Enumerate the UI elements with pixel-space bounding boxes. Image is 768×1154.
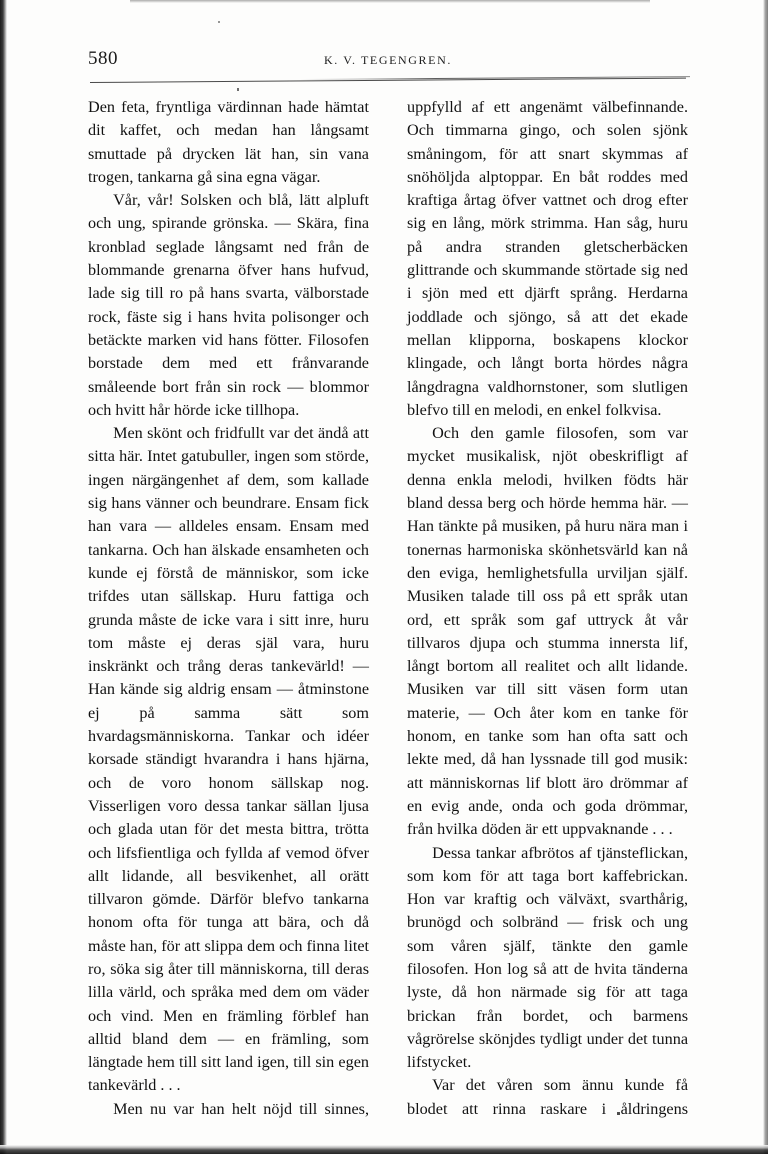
left-column	[88, 96, 369, 1121]
scan-edge-left	[0, 0, 7, 1154]
paragraph: Men skönt och fridfullt var det ändå att sitta här. Intet gatubuller, ingen som störde, ingen närgängenhet af dem, som kallade sig hans vänner och beundrare. Ensam fick han vara — alldeles ensam. Ensam med tankarna. Och han älskade ensamheten och kunde ej förstå de människor, som icke trifdes utan sällskap. Huru fattiga och grunda måste de icke vara i sitt inre, huru tom måste ej deras själ vara, huru inskränkt och trång deras tankevärld! — Han kände sig aldrig ensam — åtminstone ej på samma sätt som hvardagsmänniskorna. Tankar och idéer korsade ständigt hvarandra i hans hjärna, och de voro honom sällskap nog. Visserligen voro dessa tankar sällan ljusa och glada utan för det mesta bittra, trötta och lifsfientliga och fyllda af vemod öfver allt lidande, all besvikenhet, all orätt tillvaron gömde. Därför blefvo tankarna honom ofta för tunga att bära, och då måste han, för att slippa dem och finna litet ro, söka sig åter till människorna, till deras lilla värld, och språka med dem om väder och vind. Men en främling förblef han alltid bland dem — en främling, som längtade hem till sitt land igen, till sin egen tankevärld . . .	[88, 424, 369, 1095]
scan-edge-top	[130, 0, 650, 3]
running-head	[88, 48, 688, 74]
page-number: 580	[88, 48, 118, 69]
paragraph: Den feta, fryntliga värdinnan hade hämtat dit kaffet, och medan han långsamt smuttade på drycken lät han, sin vana trogen, tankarna gå sina egna vägar.	[88, 98, 369, 186]
running-head-title: K. V. TEGENGREN.	[324, 53, 452, 67]
paragraph: Vår, vår! Solsken och blå, lätt alpluft och ung, spirande grönska. — Skära, fina kronblad seglade långsamt ned från de blommande grenarna öfver hans hufvud, lade sig till ro på hans svarta, välborstade rock, fäste sig i hans hvita polisonger och betäckte marken vid hans fötter. Filosofen borstade dem med ett frånvarande småleende bort från sin rock — blommor och hvitt hår hörde icke tillhopa.	[88, 191, 369, 419]
body-columns	[88, 96, 688, 1121]
paragraph: Var det våren som ännu kunde få blodet att rinna raskare i åldringens	[407, 1076, 688, 1118]
paragraph: uppfylld af ett angenämt välbefinnande. Och timmarna gingo, och solen sjönk småningom, för att snart skymmas af snöhöljda alptoppar. En båt roddes med kraftiga årtag öfver vattnet och drog efter sig en lång, mörk strimma. Han såg, huru på andra stranden gletscherbäcken glittrande och skummande störtade sig ned i sjön med ett djärft språng. Herdarna joddlade och sjöngo, så att det ekade mellan klipporna, boskapens klockor klingade, och långt borta hördes några långdragna valdhornstoner, som slutligen blefvo till en melodi, en enkel folkvisa.	[407, 98, 688, 419]
scan-edge-bottom	[0, 1145, 768, 1154]
paragraph: Och den gamle filosofen, som var mycket musikalisk, njöt obeskrifligt af denna enkla melodi, hvilken födts här bland dessa berg och hörde hemma här. — Han tänkte på musiken, på huru nära man i tonernas harmoniska skönhetsvärld kan nå den eviga, hemlighetsfulla urviljan själf. Musiken talade till oss på ett språk utan ord, ett språk som gaf uttryck åt vår tillvaros djupa och stumma innersta lif, långt bortom all realitet och allt lidande. Musiken var till sitt väsen form utan materie, — Och åter kom en tanke för honom, en tanke som han ofta satt och lekte med, då han lyssnade till god musik: att människornas lif blott äro drömmar af en evig ande, onda och goda drömmar, från hvilka döden är ett uppvaknande . . .	[407, 424, 688, 839]
scan-edge-right	[763, 0, 768, 1154]
right-column	[407, 96, 688, 1121]
scan-speck	[237, 88, 239, 91]
paragraph: Dessa tankar afbrötos af tjänsteflickan, som kom för att taga bort kaffebrickan. Hon var kraftig och välväxt, svarthårig, brunögd och solbränd — frisk och ung som våren själf, tänkte den gamle filosofen. Hon log så att de hvita tänderna lyste, då hon närmade sig för att taga brickan från bordet, och barmens vågrörelse skönjdes tydligt under det tunna lifstycket.	[407, 843, 688, 1072]
paragraph: Men nu var han helt nöjd till sinnes,	[113, 1099, 369, 1118]
scan-speck	[218, 21, 220, 23]
